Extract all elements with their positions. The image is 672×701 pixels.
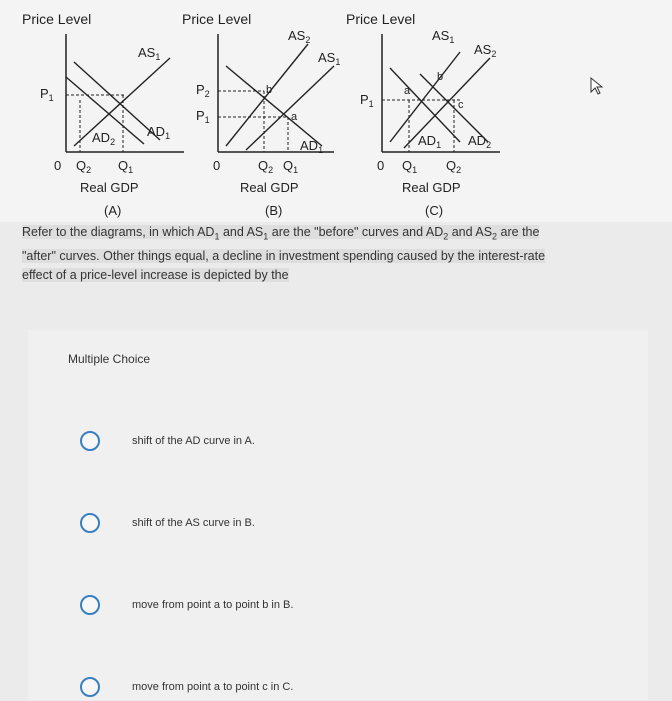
diagram-b-p2-label: $P_2$ xyxy=(196,82,210,99)
option-1-label: shift of the AD curve in A. xyxy=(132,435,255,447)
question-text xyxy=(22,223,632,285)
diagram-a-ad1-label: $AD_1$ xyxy=(147,124,171,141)
diagram-c-caption: (C) xyxy=(425,203,444,218)
diagram-a-ad2-label: $AD_2$ xyxy=(92,130,116,147)
question-line-2: "after" curves. Other things equal, a decline in investment spending caused by the interest-rate xyxy=(22,248,546,263)
diagram-c-as2-label: $AS_2$ xyxy=(474,42,497,59)
diagram-c-as1-label: $AS_1$ xyxy=(432,28,455,45)
diagram-a-q1-label: $Q_1$ xyxy=(118,158,134,175)
diagram-b-as1-curve xyxy=(246,66,334,150)
diagram-b-ad1-label: $AD_1$ xyxy=(300,138,324,155)
multiple-choice-label: Multiple Choice xyxy=(68,352,151,366)
diagram-b-ad1-curve xyxy=(226,66,322,146)
question-line-1: Refer to the diagrams, in which $AD_1$ and $AS_1$ are the "before" curves and $AD_2$ and $AS_2$ are the xyxy=(22,225,540,242)
option-3[interactable] xyxy=(80,591,600,619)
diagram-c-point-b: b xyxy=(437,71,444,83)
diagram-b-x-label: Real GDP xyxy=(240,180,299,195)
diagram-b-point-a: a xyxy=(291,111,298,123)
diagram-a-caption: (A) xyxy=(104,203,122,218)
diagram-b xyxy=(182,11,340,218)
diagram-b-q2-label: $Q_2$ xyxy=(258,158,274,175)
diagram-a-x-label: Real GDP xyxy=(80,180,139,195)
option-3-label: move from point a to point b in B. xyxy=(132,599,294,611)
diagram-c-q2-label: $Q_2$ xyxy=(446,158,462,175)
diagram-b-point-b: b xyxy=(266,84,273,96)
diagram-b-caption: (B) xyxy=(265,203,283,218)
diagram-c-point-c: c xyxy=(458,99,464,111)
diagram-a-p1-label: $P_1$ xyxy=(40,86,54,103)
diagram-a-q2-label: $Q_2$ xyxy=(76,158,92,175)
diagram-a-origin: 0 xyxy=(54,158,62,173)
diagram-a xyxy=(22,11,184,218)
diagram-b-q1-label: $Q_1$ xyxy=(283,158,299,175)
diagram-c-as1-curve xyxy=(390,52,460,142)
option-1[interactable] xyxy=(80,427,600,455)
cursor-arrow-icon xyxy=(591,78,602,94)
diagram-c-p1-label: $P_1$ xyxy=(360,92,374,109)
diagram-b-p1-label: $P_1$ xyxy=(196,108,210,125)
question-line-3: effect of a price-level increase is depicted by the xyxy=(22,267,289,282)
option-2[interactable] xyxy=(80,509,600,537)
radio-button-icon[interactable] xyxy=(80,595,100,615)
economics-diagrams xyxy=(0,0,672,222)
diagram-c-ad2-label: $AD_2$ xyxy=(468,133,492,150)
option-2-label: shift of the AS curve in B. xyxy=(132,517,255,529)
diagram-c xyxy=(346,11,500,218)
figure-area xyxy=(0,0,672,222)
diagram-c-x-label: Real GDP xyxy=(402,180,461,195)
diagram-a-y-label: Price Level xyxy=(22,11,92,27)
diagram-b-y-label: Price Level xyxy=(182,11,252,27)
diagram-a-as1-label: $AS_1$ xyxy=(138,45,161,62)
diagram-c-ad1-label: $AD_1$ xyxy=(418,133,442,150)
radio-button-icon[interactable] xyxy=(80,677,100,697)
diagram-b-as2-label: $AS_2$ xyxy=(288,28,311,45)
diagram-c-origin: 0 xyxy=(377,158,385,173)
diagram-b-origin: 0 xyxy=(213,158,221,173)
radio-button-icon[interactable] xyxy=(80,513,100,533)
option-4[interactable] xyxy=(80,673,600,701)
diagram-c-y-label: Price Level xyxy=(346,11,416,27)
radio-button-icon[interactable] xyxy=(80,431,100,451)
option-4-label: move from point a to point c in C. xyxy=(132,681,294,693)
diagram-b-as1-label: $AS_1$ xyxy=(318,50,341,67)
diagram-c-point-a: a xyxy=(404,85,411,97)
diagram-c-q1-label: $Q_1$ xyxy=(402,158,418,175)
